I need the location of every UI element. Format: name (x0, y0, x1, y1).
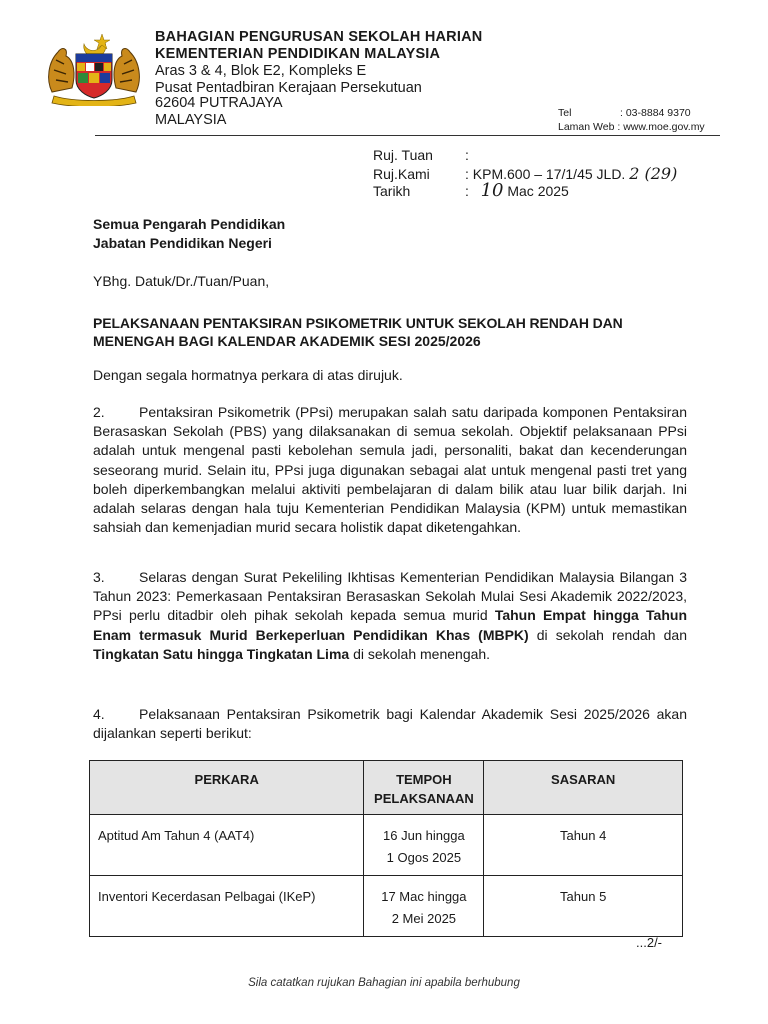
paragraph-3-text-3: di sekolah menengah. (353, 645, 491, 662)
ruj-tuan-value: : (465, 147, 469, 163)
address-line-3: 62604 PUTRAJAYA (155, 95, 283, 111)
paragraph-3 (93, 568, 687, 664)
ruj-tuan-row (373, 147, 469, 164)
recipient-line-2: Jabatan Pendidikan Negeri (93, 235, 272, 251)
paragraph-2 (93, 403, 687, 537)
paragraph-2-number: 2. (93, 404, 105, 420)
cell-tempoh-start: 16 Jun hingga (383, 828, 465, 843)
cell-sasaran: Tahun 5 (484, 876, 683, 937)
recipient-line-1: Semua Pengarah Pendidikan (93, 216, 286, 232)
salutation: YBhg. Datuk/Dr./Tuan/Puan, (93, 273, 270, 289)
table-row (90, 876, 683, 937)
web-label: Laman Web (558, 121, 615, 133)
paragraph-4 (93, 705, 687, 743)
address-line-2: Pusat Pentadbiran Kerajaan Persekutuan (155, 80, 422, 96)
coat-of-arms-crest (44, 30, 144, 106)
ruj-kami-handwritten: 2 (29) (629, 164, 678, 183)
header-perkara: PERKARA (90, 761, 364, 815)
header-tempoh: TEMPOH PELAKSANAAN (364, 761, 484, 815)
division-name: BAHAGIAN PENGURUSAN SEKOLAH HARIAN (155, 29, 483, 45)
paragraph-4-number: 4. (93, 706, 105, 722)
continuation-marker: ...2/- (636, 935, 663, 950)
paragraph-4-text: Pelaksanaan Pentaksiran Psikometrik bagi Kalendar Akademik Sesi 2025/2026 akan dijalankan seperti berikut: (93, 706, 687, 742)
cell-tempoh-end: 1 Ogos 2025 (386, 850, 462, 865)
address-line-4: MALAYSIA (155, 112, 227, 128)
cell-perkara: Inventori Kecerdasan Pelbagai (IKeP) (90, 876, 364, 937)
cell-tempoh-end: 2 Mei 2025 (391, 911, 457, 926)
ministry-name: KEMENTERIAN PENDIDIKAN MALAYSIA (155, 46, 441, 62)
letterhead-divider (95, 135, 720, 136)
header-sasaran: SASARAN (484, 761, 683, 815)
web-value: : www.moe.gov.my (617, 121, 705, 133)
table-row (90, 815, 683, 876)
paragraph-3-bold-2: Tingkatan Satu hingga Tingkatan Lima (93, 645, 350, 662)
paragraph-3-bold-1: Tahun Empat hingga Tahun Enam termasuk Murid Berkeperluan Pendidikan Khas (MBPK) (93, 607, 687, 643)
subject-line-1: PELAKSANAAN PENTAKSIRAN PSIKOMETRIK UNTUK SEKOLAH RENDAH DAN (93, 315, 623, 331)
footer-note: Sila catatkan rujukan Bahagian ini apabila berhubung (248, 977, 520, 989)
tarikh-colon: : (465, 183, 469, 199)
cell-tempoh (364, 815, 484, 876)
paragraph-2-text: Pentaksiran Psikometrik (PPsi) merupakan salah satu daripada komponen Pentaksiran Berasaskan Sekolah (PBS) yang dilaksanakan di semua sekolah. Objektif pelaksanaan PPsi adalah untuk mengenal pasti kebolehan semula jadi, personaliti, bakat dan kecenderungan seseorang murid. Selain itu, PPsi juga digunakan sebagai alat untuk mengenal pasti tret yang boleh diperkembangkan melalui aktiviti pembelajaran di dalam bilik atau luar bilik darjah. Ini adalah selaras dengan hala tuju Kementerian Pendidikan Malaysia (KPM) untuk memastikan sahsiah dan kemenjadian murid secara holistik dapat diketengahkan. (93, 404, 687, 536)
address-line-1: Aras 3 & 4, Blok E2, Kompleks E (155, 63, 367, 79)
ruj-kami-value: : KPM.600 – 17/1/45 JLD. (465, 166, 626, 182)
tel-value: : 03-8884 9370 (620, 107, 691, 119)
schedule-table (89, 760, 683, 937)
ruj-tuan-label: Ruj. Tuan (373, 147, 433, 163)
cell-tempoh-start: 17 Mac hingga (381, 889, 467, 904)
tarikh-handwritten-day: 10 (480, 180, 504, 201)
opening-sentence: Dengan segala hormatnya perkara di atas dirujuk. (93, 367, 403, 383)
ruj-kami-row (373, 165, 677, 183)
tarikh-label: Tarikh (373, 183, 411, 199)
cell-tempoh (364, 876, 484, 937)
paragraph-3-text-1: Selaras dengan Surat Pekeliling Ikhtisas Kementerian Pendidikan Malaysia Bilangan 3 Tahun 2023: Pemerkasaan Pentaksiran Berasaskan Sekolah Mulai Sesi Akademik 2022/2023, PPsi perlu ditadbir oleh pihak sekolah kepada semua murid (93, 569, 687, 624)
web-row (558, 120, 705, 134)
tarikh-row (373, 182, 569, 200)
cell-perkara: Aptitud Am Tahun 4 (AAT4) (90, 815, 364, 876)
paragraph-3-number: 3. (93, 569, 105, 585)
subject-line-2: MENENGAH BAGI KALENDAR AKADEMIK SESI 2025/2026 (93, 333, 481, 349)
table-header-row (90, 761, 683, 815)
ruj-kami-label: Ruj.Kami (373, 166, 430, 182)
tel-label: Tel (558, 107, 572, 119)
tarikh-month-year: Mac 2025 (507, 183, 569, 199)
paragraph-3-text-2: di sekolah rendah dan (536, 626, 687, 643)
cell-sasaran: Tahun 4 (484, 815, 683, 876)
tel-row (558, 106, 691, 120)
